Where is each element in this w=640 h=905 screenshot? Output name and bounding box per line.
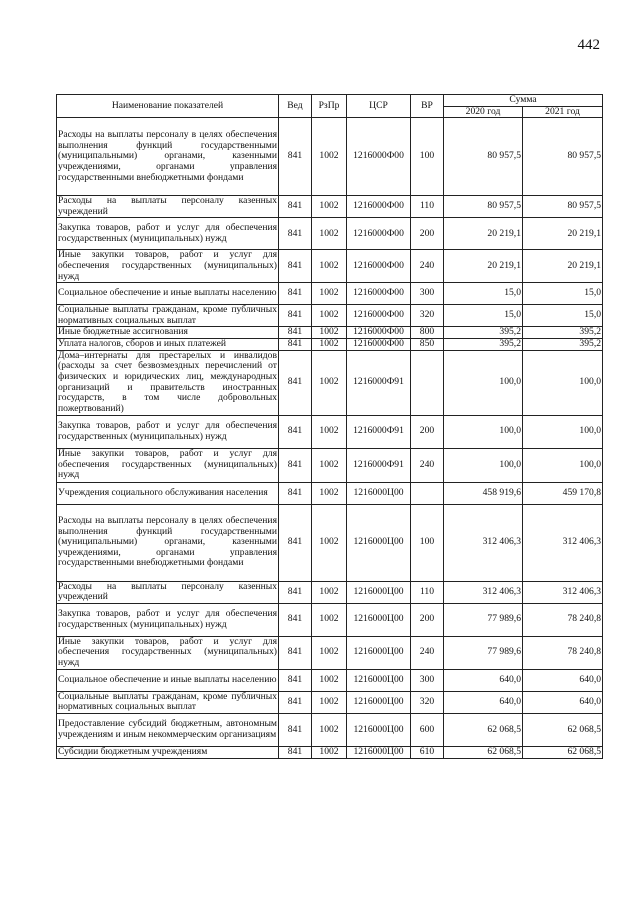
row-csr: 1216000Ц00 bbox=[347, 691, 411, 713]
row-sum-2020: 100,0 bbox=[444, 448, 523, 482]
row-sum-2021: 20 219,1 bbox=[523, 218, 603, 250]
row-csr: 1216000Ф00 bbox=[347, 338, 411, 350]
row-ved: 841 bbox=[279, 327, 312, 339]
row-ved: 841 bbox=[279, 448, 312, 482]
row-sum-2020: 395,2 bbox=[444, 327, 523, 339]
row-sum-2020: 80 957,5 bbox=[444, 196, 523, 218]
row-csr: 1216000Ф00 bbox=[347, 218, 411, 250]
table-row bbox=[57, 350, 603, 415]
table-row bbox=[57, 746, 603, 758]
row-rzpr: 1002 bbox=[312, 482, 347, 504]
row-name: Социальное обеспечение и иные выплаты населению bbox=[57, 669, 279, 691]
header-sum: Сумма bbox=[444, 95, 603, 107]
table-row bbox=[57, 415, 603, 448]
row-ved: 841 bbox=[279, 636, 312, 669]
row-name: Социальные выплаты гражданам, кроме публичных нормативных социальных выплат bbox=[58, 690, 277, 713]
row-rzpr: 1002 bbox=[312, 283, 347, 305]
row-vr: 110 bbox=[411, 196, 444, 218]
row-ved: 841 bbox=[279, 691, 312, 713]
row-rzpr: 1002 bbox=[312, 603, 347, 636]
row-csr: 1216000Ц00 bbox=[347, 669, 411, 691]
row-sum-2020: 15,0 bbox=[444, 283, 523, 305]
table-row bbox=[57, 218, 603, 250]
row-csr: 1216000Ф00 bbox=[347, 283, 411, 305]
row-ved: 841 bbox=[279, 350, 312, 415]
row-sum-2020: 640,0 bbox=[444, 669, 523, 691]
row-vr: 100 bbox=[411, 504, 444, 581]
table-row bbox=[57, 482, 603, 504]
table-row bbox=[57, 581, 603, 603]
row-csr: 1216000Ц00 bbox=[347, 482, 411, 504]
row-vr: 240 bbox=[411, 250, 444, 283]
header-vr: ВР bbox=[411, 95, 444, 118]
row-ved: 841 bbox=[279, 250, 312, 283]
row-rzpr: 1002 bbox=[312, 691, 347, 713]
row-vr: 600 bbox=[411, 713, 444, 746]
row-name: Расходы на выплаты персоналу в целях обеспечения выполнения функций государственными (муниципальными) органами, казенными учреждениями, органами управления государственными внебюджетными фондами bbox=[57, 118, 279, 196]
row-sum-2021: 62 068,5 bbox=[523, 746, 603, 758]
row-csr: 1216000Ц00 bbox=[347, 713, 411, 746]
row-sum-2020: 15,0 bbox=[444, 305, 523, 327]
row-csr: 1216000Ф00 bbox=[347, 250, 411, 283]
row-sum-2021: 78 240,8 bbox=[523, 603, 603, 636]
header-ved: Вед bbox=[279, 95, 312, 118]
row-rzpr: 1002 bbox=[312, 669, 347, 691]
row-name: Предоставление субсидий бюджетным, автономным учреждениям и иным некоммерческим организациям bbox=[57, 713, 279, 746]
row-sum-2021: 78 240,8 bbox=[523, 636, 603, 669]
row-sum-2020: 458 919,6 bbox=[444, 482, 523, 504]
row-ved: 841 bbox=[279, 581, 312, 603]
row-vr: 100 bbox=[411, 118, 444, 196]
row-rzpr: 1002 bbox=[312, 713, 347, 746]
row-rzpr: 1002 bbox=[312, 636, 347, 669]
row-sum-2021: 459 170,8 bbox=[523, 482, 603, 504]
row-name: Иные бюджетные ассигнования bbox=[57, 327, 279, 339]
row-rzpr: 1002 bbox=[312, 350, 347, 415]
row-vr: 320 bbox=[411, 305, 444, 327]
row-name: Закупка товаров, работ и услуг для обеспечения государственных (муниципальных) нужд bbox=[57, 218, 279, 250]
row-sum-2020: 80 957,5 bbox=[444, 118, 523, 196]
row-ved: 841 bbox=[279, 218, 312, 250]
row-ved: 841 bbox=[279, 283, 312, 305]
row-vr: 200 bbox=[411, 603, 444, 636]
row-csr: 1216000Ц00 bbox=[347, 603, 411, 636]
table-row bbox=[57, 283, 603, 305]
table-row bbox=[57, 603, 603, 636]
table-row bbox=[57, 691, 603, 713]
row-sum-2021: 100,0 bbox=[523, 448, 603, 482]
row-vr: 240 bbox=[411, 636, 444, 669]
row-name: Расходы на выплаты персоналу казенных учреждений bbox=[58, 195, 277, 217]
row-sum-2021: 395,2 bbox=[523, 338, 603, 350]
row-vr: 200 bbox=[411, 218, 444, 250]
row-name: Уплата налогов, сборов и иных платежей bbox=[57, 338, 279, 350]
row-rzpr: 1002 bbox=[312, 118, 347, 196]
table-row bbox=[57, 327, 603, 339]
header-csr: ЦСР bbox=[347, 95, 411, 118]
table-row bbox=[57, 250, 603, 283]
table-row bbox=[57, 636, 603, 669]
row-rzpr: 1002 bbox=[312, 196, 347, 218]
row-sum-2021: 312 406,3 bbox=[523, 581, 603, 603]
row-vr: 320 bbox=[411, 691, 444, 713]
row-name: Социальное обеспечение и иные выплаты населению bbox=[57, 283, 279, 305]
table-row bbox=[57, 504, 603, 581]
row-vr: 610 bbox=[411, 746, 444, 758]
page-number: 442 bbox=[577, 37, 600, 53]
table-row bbox=[57, 448, 603, 482]
table-body bbox=[57, 118, 603, 758]
table-row bbox=[57, 196, 603, 218]
row-ved: 841 bbox=[279, 603, 312, 636]
row-vr: 800 bbox=[411, 327, 444, 339]
table-row bbox=[57, 118, 603, 196]
row-vr: 240 bbox=[411, 448, 444, 482]
header-name: Наименование показателей bbox=[57, 95, 279, 118]
row-sum-2020: 100,0 bbox=[444, 415, 523, 448]
row-name: Закупка товаров, работ и услуг для обеспечения государственных (муниципальных) нужд bbox=[57, 415, 279, 448]
row-vr: 110 bbox=[411, 581, 444, 603]
row-sum-2020: 77 989,6 bbox=[444, 636, 523, 669]
row-csr: 1216000Ф00 bbox=[347, 118, 411, 196]
row-csr: 1216000Ф91 bbox=[347, 448, 411, 482]
row-sum-2021: 312 406,3 bbox=[523, 504, 603, 581]
row-name: Расходы на выплаты персоналу в целях обеспечения выполнения функций государственными (муниципальными) органами, казенными учреждениями, органами управления государственными внебюджетными фондами bbox=[57, 504, 279, 581]
row-sum-2021: 80 957,5 bbox=[523, 118, 603, 196]
row-rzpr: 1002 bbox=[312, 581, 347, 603]
row-rzpr: 1002 bbox=[312, 746, 347, 758]
row-name: Дома–интернаты для престарелых и инвалидов (расходы за счет безвозмездных перечислений от физических и юридических лиц, международных организаций и правительств иностранных государств, в том числе добровольных пожертвований) bbox=[58, 349, 277, 414]
row-csr: 1216000Ц00 bbox=[347, 746, 411, 758]
row-rzpr: 1002 bbox=[312, 338, 347, 350]
row-name: Иные закупки товаров, работ и услуг для обеспечения государственных (муниципальных) нужд bbox=[58, 635, 277, 669]
row-ved: 841 bbox=[279, 305, 312, 327]
row-ved: 841 bbox=[279, 504, 312, 581]
row-name: Социальные выплаты гражданам, кроме публичных нормативных социальных выплат bbox=[58, 304, 277, 326]
row-rzpr: 1002 bbox=[312, 250, 347, 283]
row-sum-2020: 640,0 bbox=[444, 691, 523, 713]
row-sum-2021: 395,2 bbox=[523, 327, 603, 339]
row-sum-2020: 20 219,1 bbox=[444, 250, 523, 283]
row-name: Субсидии бюджетным учреждениям bbox=[57, 746, 279, 758]
row-sum-2020: 77 989,6 bbox=[444, 603, 523, 636]
header-rzpr: РзПр bbox=[312, 95, 347, 118]
row-vr: 200 bbox=[411, 415, 444, 448]
table-header bbox=[57, 95, 603, 118]
row-rzpr: 1002 bbox=[312, 504, 347, 581]
row-csr: 1216000Ф00 bbox=[347, 327, 411, 339]
row-csr: 1216000Ц00 bbox=[347, 504, 411, 581]
row-name: Закупка товаров, работ и услуг для обеспечения государственных (муниципальных) нужд bbox=[57, 603, 279, 636]
row-name: Иные закупки товаров, работ и услуг для обеспечения государственных (муниципальных) нужд bbox=[58, 448, 277, 481]
row-csr: 1216000Ф00 bbox=[347, 196, 411, 218]
row-csr: 1216000Ф91 bbox=[347, 350, 411, 415]
row-rzpr: 1002 bbox=[312, 218, 347, 250]
row-sum-2021: 80 957,5 bbox=[523, 196, 603, 218]
header-year-2021: 2021 год bbox=[523, 106, 603, 118]
row-ved: 841 bbox=[279, 713, 312, 746]
row-ved: 841 bbox=[279, 118, 312, 196]
row-ved: 841 bbox=[279, 669, 312, 691]
table-row bbox=[57, 305, 603, 327]
table-row bbox=[57, 713, 603, 746]
row-sum-2021: 640,0 bbox=[523, 669, 603, 691]
row-sum-2020: 312 406,3 bbox=[444, 504, 523, 581]
row-sum-2020: 312 406,3 bbox=[444, 581, 523, 603]
row-sum-2021: 15,0 bbox=[523, 305, 603, 327]
row-csr: 1216000Ф91 bbox=[347, 415, 411, 448]
row-rzpr: 1002 bbox=[312, 448, 347, 482]
row-sum-2021: 62 068,5 bbox=[523, 713, 603, 746]
row-sum-2020: 62 068,5 bbox=[444, 746, 523, 758]
row-vr: 300 bbox=[411, 669, 444, 691]
row-sum-2021: 100,0 bbox=[523, 350, 603, 415]
row-csr: 1216000Ф00 bbox=[347, 305, 411, 327]
header-year-2020: 2020 год bbox=[444, 106, 523, 118]
row-rzpr: 1002 bbox=[312, 415, 347, 448]
row-name: Учреждения социального обслуживания населения bbox=[57, 482, 279, 504]
budget-table bbox=[56, 94, 603, 759]
row-sum-2021: 100,0 bbox=[523, 415, 603, 448]
row-vr bbox=[411, 350, 444, 415]
row-sum-2021: 15,0 bbox=[523, 283, 603, 305]
row-ved: 841 bbox=[279, 746, 312, 758]
row-ved: 841 bbox=[279, 196, 312, 218]
row-name: Расходы на выплаты персоналу казенных учреждений bbox=[58, 580, 277, 603]
row-sum-2021: 640,0 bbox=[523, 691, 603, 713]
row-sum-2021: 20 219,1 bbox=[523, 250, 603, 283]
row-sum-2020: 100,0 bbox=[444, 350, 523, 415]
row-csr: 1216000Ц00 bbox=[347, 581, 411, 603]
row-sum-2020: 395,2 bbox=[444, 338, 523, 350]
row-csr: 1216000Ц00 bbox=[347, 636, 411, 669]
row-vr bbox=[411, 482, 444, 504]
row-sum-2020: 20 219,1 bbox=[444, 218, 523, 250]
row-rzpr: 1002 bbox=[312, 305, 347, 327]
row-ved: 841 bbox=[279, 415, 312, 448]
row-vr: 300 bbox=[411, 283, 444, 305]
table-row bbox=[57, 338, 603, 350]
row-sum-2020: 62 068,5 bbox=[444, 713, 523, 746]
row-rzpr: 1002 bbox=[312, 327, 347, 339]
row-vr: 850 bbox=[411, 338, 444, 350]
row-ved: 841 bbox=[279, 338, 312, 350]
row-name: Иные закупки товаров, работ и услуг для обеспечения государственных (муниципальных) нужд bbox=[58, 249, 277, 282]
row-ved: 841 bbox=[279, 482, 312, 504]
table-row bbox=[57, 669, 603, 691]
